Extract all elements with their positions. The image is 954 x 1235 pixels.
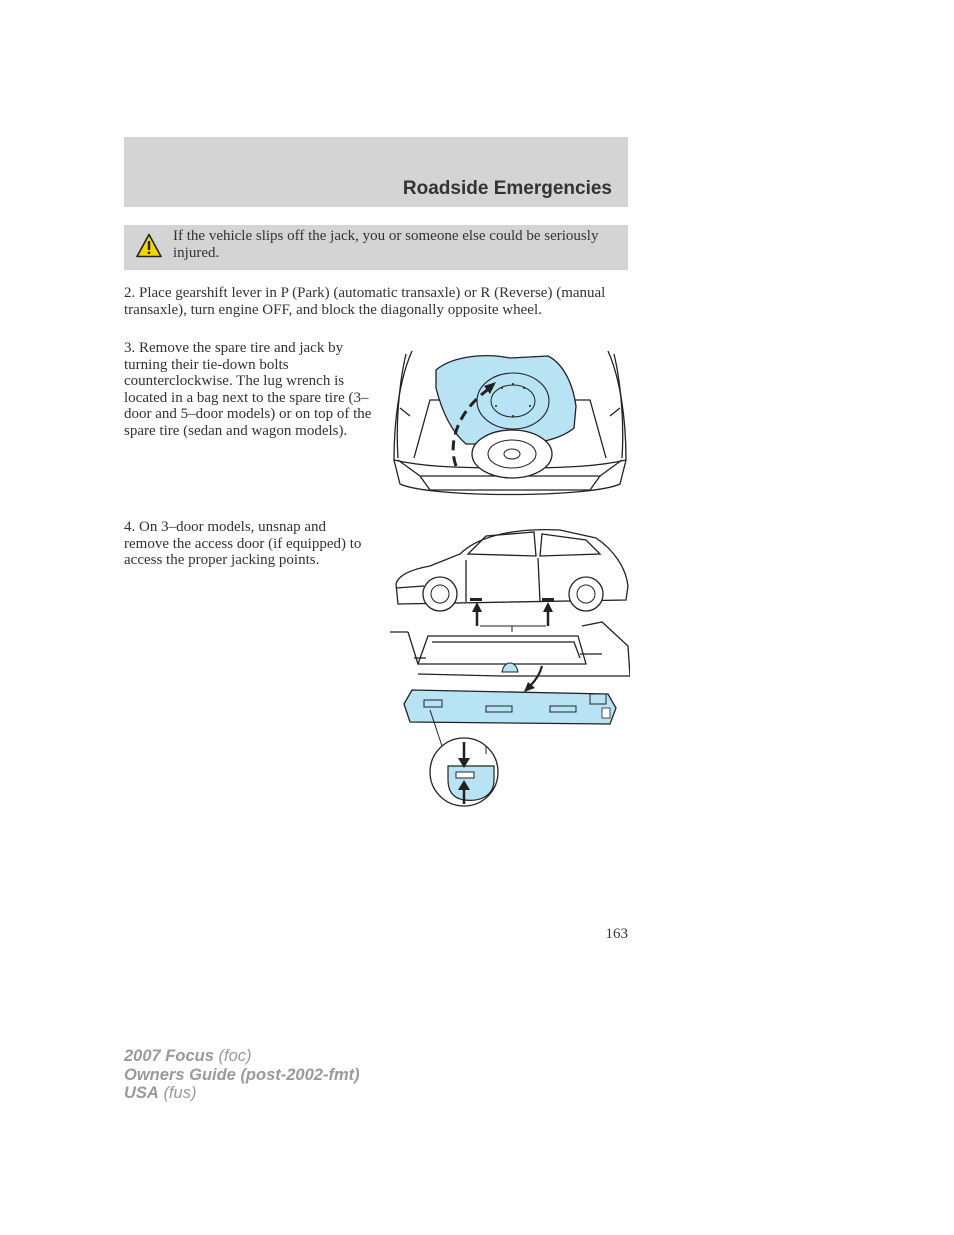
step-3-text: 3. Remove the spare tire and jack by turning their tie-down bolts counterclockwise. The lug wrench is located in a bag next to the spare tire (3–door and 5–door models) or on top of the spare tire (sedan and wagon models). xyxy=(124,340,372,439)
page-number: 163 xyxy=(605,926,628,942)
warning-text: If the vehicle slips off the jack, you or someone else could be seriously injured. xyxy=(173,228,599,261)
warning-triangle-icon xyxy=(136,233,162,258)
access-door-illustration xyxy=(390,524,630,810)
footer xyxy=(124,1047,360,1103)
jacking-point-arrows xyxy=(472,602,553,626)
footer-market: USA xyxy=(124,1084,159,1102)
footer-line-3 xyxy=(124,1084,360,1103)
section-title: Roadside Emergencies xyxy=(402,178,612,199)
footer-line-1 xyxy=(124,1047,360,1066)
footer-guide: Owners Guide (post-2002-fmt) xyxy=(124,1065,360,1084)
step-4-text: 4. On 3–door models, unsnap and remove the access door (if equipped) to access the proper jacking points. xyxy=(124,519,362,568)
header-band xyxy=(124,137,628,207)
footer-market-code: (fus) xyxy=(163,1084,197,1102)
footer-line-2 xyxy=(124,1066,360,1085)
cargo-spare-tire-illustration xyxy=(390,348,630,504)
footer-model-code: (foc) xyxy=(218,1047,252,1065)
footer-model: 2007 Focus xyxy=(124,1047,214,1065)
step-2-text: 2. Place gearshift lever in P (Park) (automatic transaxle) or R (Reverse) (manual transaxle), turn engine OFF, and block the diagonally opposite wheel. xyxy=(124,285,606,318)
warning-box xyxy=(124,225,628,270)
